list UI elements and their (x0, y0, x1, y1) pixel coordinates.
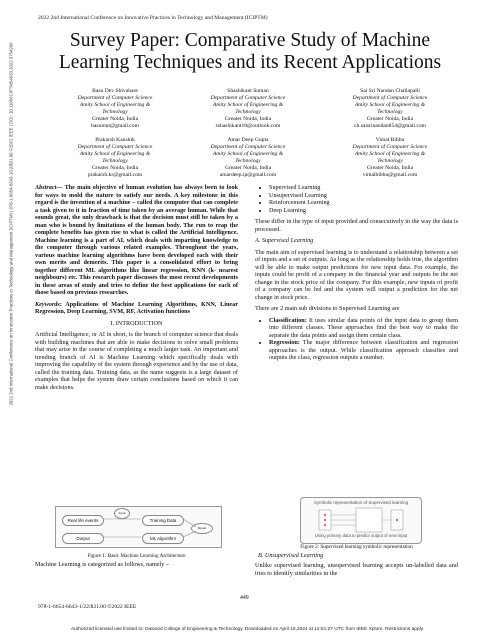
subdiv-list (255, 317, 458, 362)
categorized-line: Machine Learning is categorized as follows, namely – (35, 561, 170, 568)
figure-2-top-label: Symbolic representation of Supervised learning (313, 500, 409, 505)
training-data-box: Training Data (142, 515, 184, 526)
figure-1-caption: Figure 1: Basic Machine Learning Architecture (87, 553, 186, 559)
page-number: 449 (240, 595, 249, 601)
figure-2-bottom-label: Using primary data to predict output of new input (314, 533, 408, 538)
authorized-use-notice: Authorized licensed use limited to: Dawood College of Engineering & Technology. Downloaded on April 18,2024 at 12:51:27 UTC from IEEE Xplore. Restrictions apply. (70, 627, 425, 632)
list-item: • Reinforcement Learning (269, 199, 458, 207)
unsupervised-paragraph: Unlike supervised learning, unsupervised learning accepts un-labelled data and tries to identify similarities in the (255, 562, 458, 577)
differ-paragraph: These differ in the type of input provided and consecutively in the way the data is processed. (255, 218, 458, 233)
list-item: • Supervised Learning (269, 184, 458, 192)
model-bubble: Model (191, 523, 213, 534)
list-item: • Classification: It uses similar data points of the input data to group them into different classes. These approaches find the best way to make the separate the data points and assign them certain class. (269, 317, 458, 340)
author-block: Vimal Bibhu Department of Computer Science Amity School of Engineering & Technology Greater Noida, India vimalbibhu@gmail.com (352, 137, 428, 178)
section-heading: I. INTRODUCTION (110, 319, 163, 327)
list-item: • Deep Learning (269, 207, 458, 215)
input-bubble: Input (114, 508, 130, 519)
isbn-footer: 978-1-6654-6643-1/22/$31.00 ©2022 IEEE (38, 604, 137, 610)
doi-sidebar: 2022 2nd International Conference on Innovative Practices in Technology and Management (ICIPTM) | 978-1-6654-6643-1/22/$31.00 ©2022 IEEE | DOI: 10.1109/ICIPTM54933.2022.9754206 (8, 42, 14, 406)
output-box: Output (62, 533, 104, 544)
section-heading: A. Supervised Learning (255, 237, 314, 244)
real-life-events-box: Real life events (62, 515, 104, 526)
figure-2 (300, 497, 422, 544)
list-item: • Unsupervised Learning (269, 192, 458, 200)
author-block: Basu Dev Shivahare Department of Computer Science Amity School of Engineering & Technology Greater Noida, India basuinnt@gmail.com (77, 88, 153, 129)
author-block: Sai Sri Nandan Challapalli Department of Computer Science Amity School of Engineering & Technology Greater Noida, India ch.saisrinandan854@gmail.com (352, 88, 428, 129)
right-column (255, 184, 458, 366)
author-block: Shashikant Suman Department of Computer Science Amity School of Engineering & Technology Greater Noida, India sshashikant18@outlook.com (210, 88, 286, 129)
subdiv-paragraph: There are 2 main sub divisions to Supervised Learning are (255, 305, 400, 312)
supervised-paragraph: The main aim of supervised learning is to understand a relationship between a set of inputs and a set of outputs. As long as the relationship holds true, the algorithm will be able to make output predictions for new input data. For example, the inputs could be profit of a company in the financial year and outputs be the net change in the stock price of the company. For this example, new inputs of profit of a company can be fed and the system will output a prediction for the net change in stock price. (255, 248, 458, 301)
author-block: Prakarsh Kaushik Department of Computer Science Amity School of Engineering & Technology Greater Noida, India prakarsh.kr@gmail.com (77, 137, 153, 178)
ml-types-list (255, 184, 458, 214)
author-block: Amar Deep Gupta Department of Computer Science Amity School of Engineering & Technology Greater Noida, India amardeep.ip@gmail.com (210, 137, 286, 178)
section-heading: B. Unsupervised Learning (258, 552, 324, 559)
list-item: • Regression: The major difference between classification and regression approaches is the output. While classification approach classifies and outputs the class, regression outputs a number. (269, 339, 458, 362)
figure-1 (55, 506, 222, 548)
intro-paragraph: Artificial Intelligence, or AI in short, is the branch of computer science that deals with building machines that are able to make decisions to solve small problems that may arise in the course of completing a much larger task. An important and trending branch of AI is Machine Learning which specifically deals with improving the capability of the system through experience and by the use of data, called the training data. Training data, as the name suggests is a large dataset of examples that helps the system draw certain conclusions based on which it can make decisions. (35, 331, 238, 391)
figure-2-caption: Figure 2: Supervised learning symbolic representation (300, 544, 413, 550)
ml-algorithm-box: ML Algorithm (142, 533, 184, 544)
left-column (35, 184, 238, 395)
conference-header: 2022 2nd International Conference on Innovative Practices in Technology and Management (ICIPTM) (38, 15, 268, 21)
figure-1-arrows (56, 507, 221, 547)
keywords: Keywords: Applications of Machine Learning Algorithms, KNN, Linear Regression, Deep Learning, SVM, RF, Activation functions (35, 300, 238, 315)
paper-title: Survey Paper: Comparative Study of Machine Learning Techniques and its Recent Applications (58, 30, 442, 73)
abstract: Abstract— The main objective of human evolution has always been to look for ways to mold the nature to satisfy our needs. A key milestone in this regard is the invention of a machine – called the computer that can complete a task given to it in fraction of time taken by an average human. While that sounds great, the only drawback is that the decision must still be taken by a man who is bound by limitations of the human body. The run to reap the complete benefits has given rise to what is called the Artificial Intelligence. Machine learning is a part of AI, which deals with imparting knowledge to the computer through various related examples. Throughout the years, various machine learning algorithms have been developed each with their own merits and demerits. This paper is a consolidated effort to bring together different ML algorithms like linear regression, KNN (k- nearest neighbours) etc. This research paper discusses the most recent developments in these areas of study and tries to define the best applications for each of those based on previous researches. (35, 184, 238, 296)
